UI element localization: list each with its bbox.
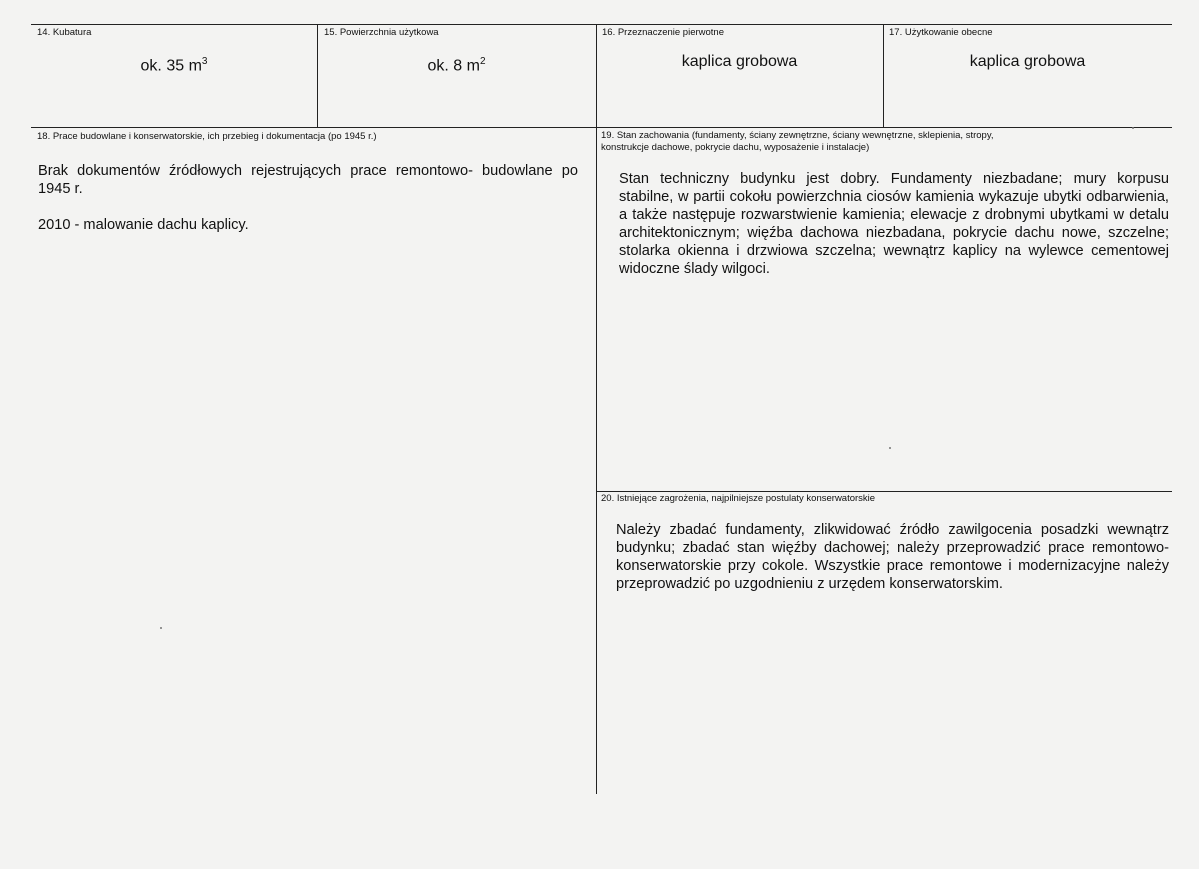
field-18-paragraph: Brak dokumentów źródłowych rejestrujących prace remontowo- budowlane po 1945 r. — [38, 163, 578, 197]
row1-bottom-rule — [31, 127, 1172, 128]
field-14-value-exponent: 3 — [201, 56, 208, 67]
field-14-label: 14. Kubatura — [37, 27, 92, 38]
field-16-label: 16. Przeznaczenie pierwotne — [602, 27, 724, 38]
field-14-value — [31, 52, 317, 76]
field-15-value-exponent: 2 — [479, 56, 486, 67]
field-20-label: 20. Istniejące zagrożenia, najpilniejsze postulaty konserwatorskie — [601, 493, 876, 504]
field-18-label: 18. Prace budowlane i konserwatorskie, ich przebieg i dokumentacja (po 1945 r.) — [37, 131, 377, 142]
scan-speck — [160, 627, 162, 629]
field-18-paragraph: 2010 - malowanie dachu kaplicy. — [38, 217, 249, 233]
field-19-label-line-1: 19. Stan zachowania (fundamenty, ściany zewnętrzne, ściany wewnętrzne, sklepienia, stropy, — [601, 130, 994, 141]
field-15-value — [317, 52, 596, 76]
field-16-value: kaplica grobowa — [681, 53, 798, 70]
divider-16-17 — [883, 24, 884, 127]
field-19-text: Stan techniczny budynku jest dobry. Fundamenty niezbadane; mury korpusu stabilne, w partii cokołu powierzchnia ciosów kamienia wykazuje ubytki odbarwienia, a także następuje rozwarstwienie kamienia; elewacje z drobnymi ubytkami w detalu architektonicznym; więźba dachowa niezbadana, pokrycie dachu nowe, szczelne; stolarka okienna i drzwiowa szczelna; wewnątrz kaplicy na wylewce cementowej widoczne ślady wilgoci. — [619, 171, 1169, 277]
divider-15-16 — [596, 24, 597, 127]
field-17-value: kaplica grobowa — [969, 53, 1086, 70]
field-14-value-text: ok. 35 m — [140, 57, 202, 75]
field-20-text: Należy zbadać fundamenty, zlikwidować źródło zawilgocenia posadzki wewnątrz budynku; zbadać stan więźby dachowej; należy przeprowadzić prace remontowo- konserwatorskie przy cokole. Wszystkie prace remontowe i modernizacyjne należy przeprowadzić po uzgodnieniu z urzędem konserwatorskim. — [616, 522, 1169, 592]
field-17-label: 17. Użytkowanie obecne — [889, 27, 993, 38]
scan-speck — [1132, 127, 1134, 129]
top-rule — [31, 24, 1172, 25]
field-18-text — [38, 162, 578, 234]
field-19-label-line-2: konstrukcje dachowe, pokrycie dachu, wyposażenie i instalacje) — [601, 142, 870, 153]
f20-top-rule — [596, 491, 1172, 492]
divider-18-19 — [596, 127, 597, 794]
field-15-label: 15. Powierzchnia użytkowa — [324, 27, 439, 38]
scan-speck — [889, 447, 891, 449]
field-15-value-text: ok. 8 m — [427, 57, 480, 75]
